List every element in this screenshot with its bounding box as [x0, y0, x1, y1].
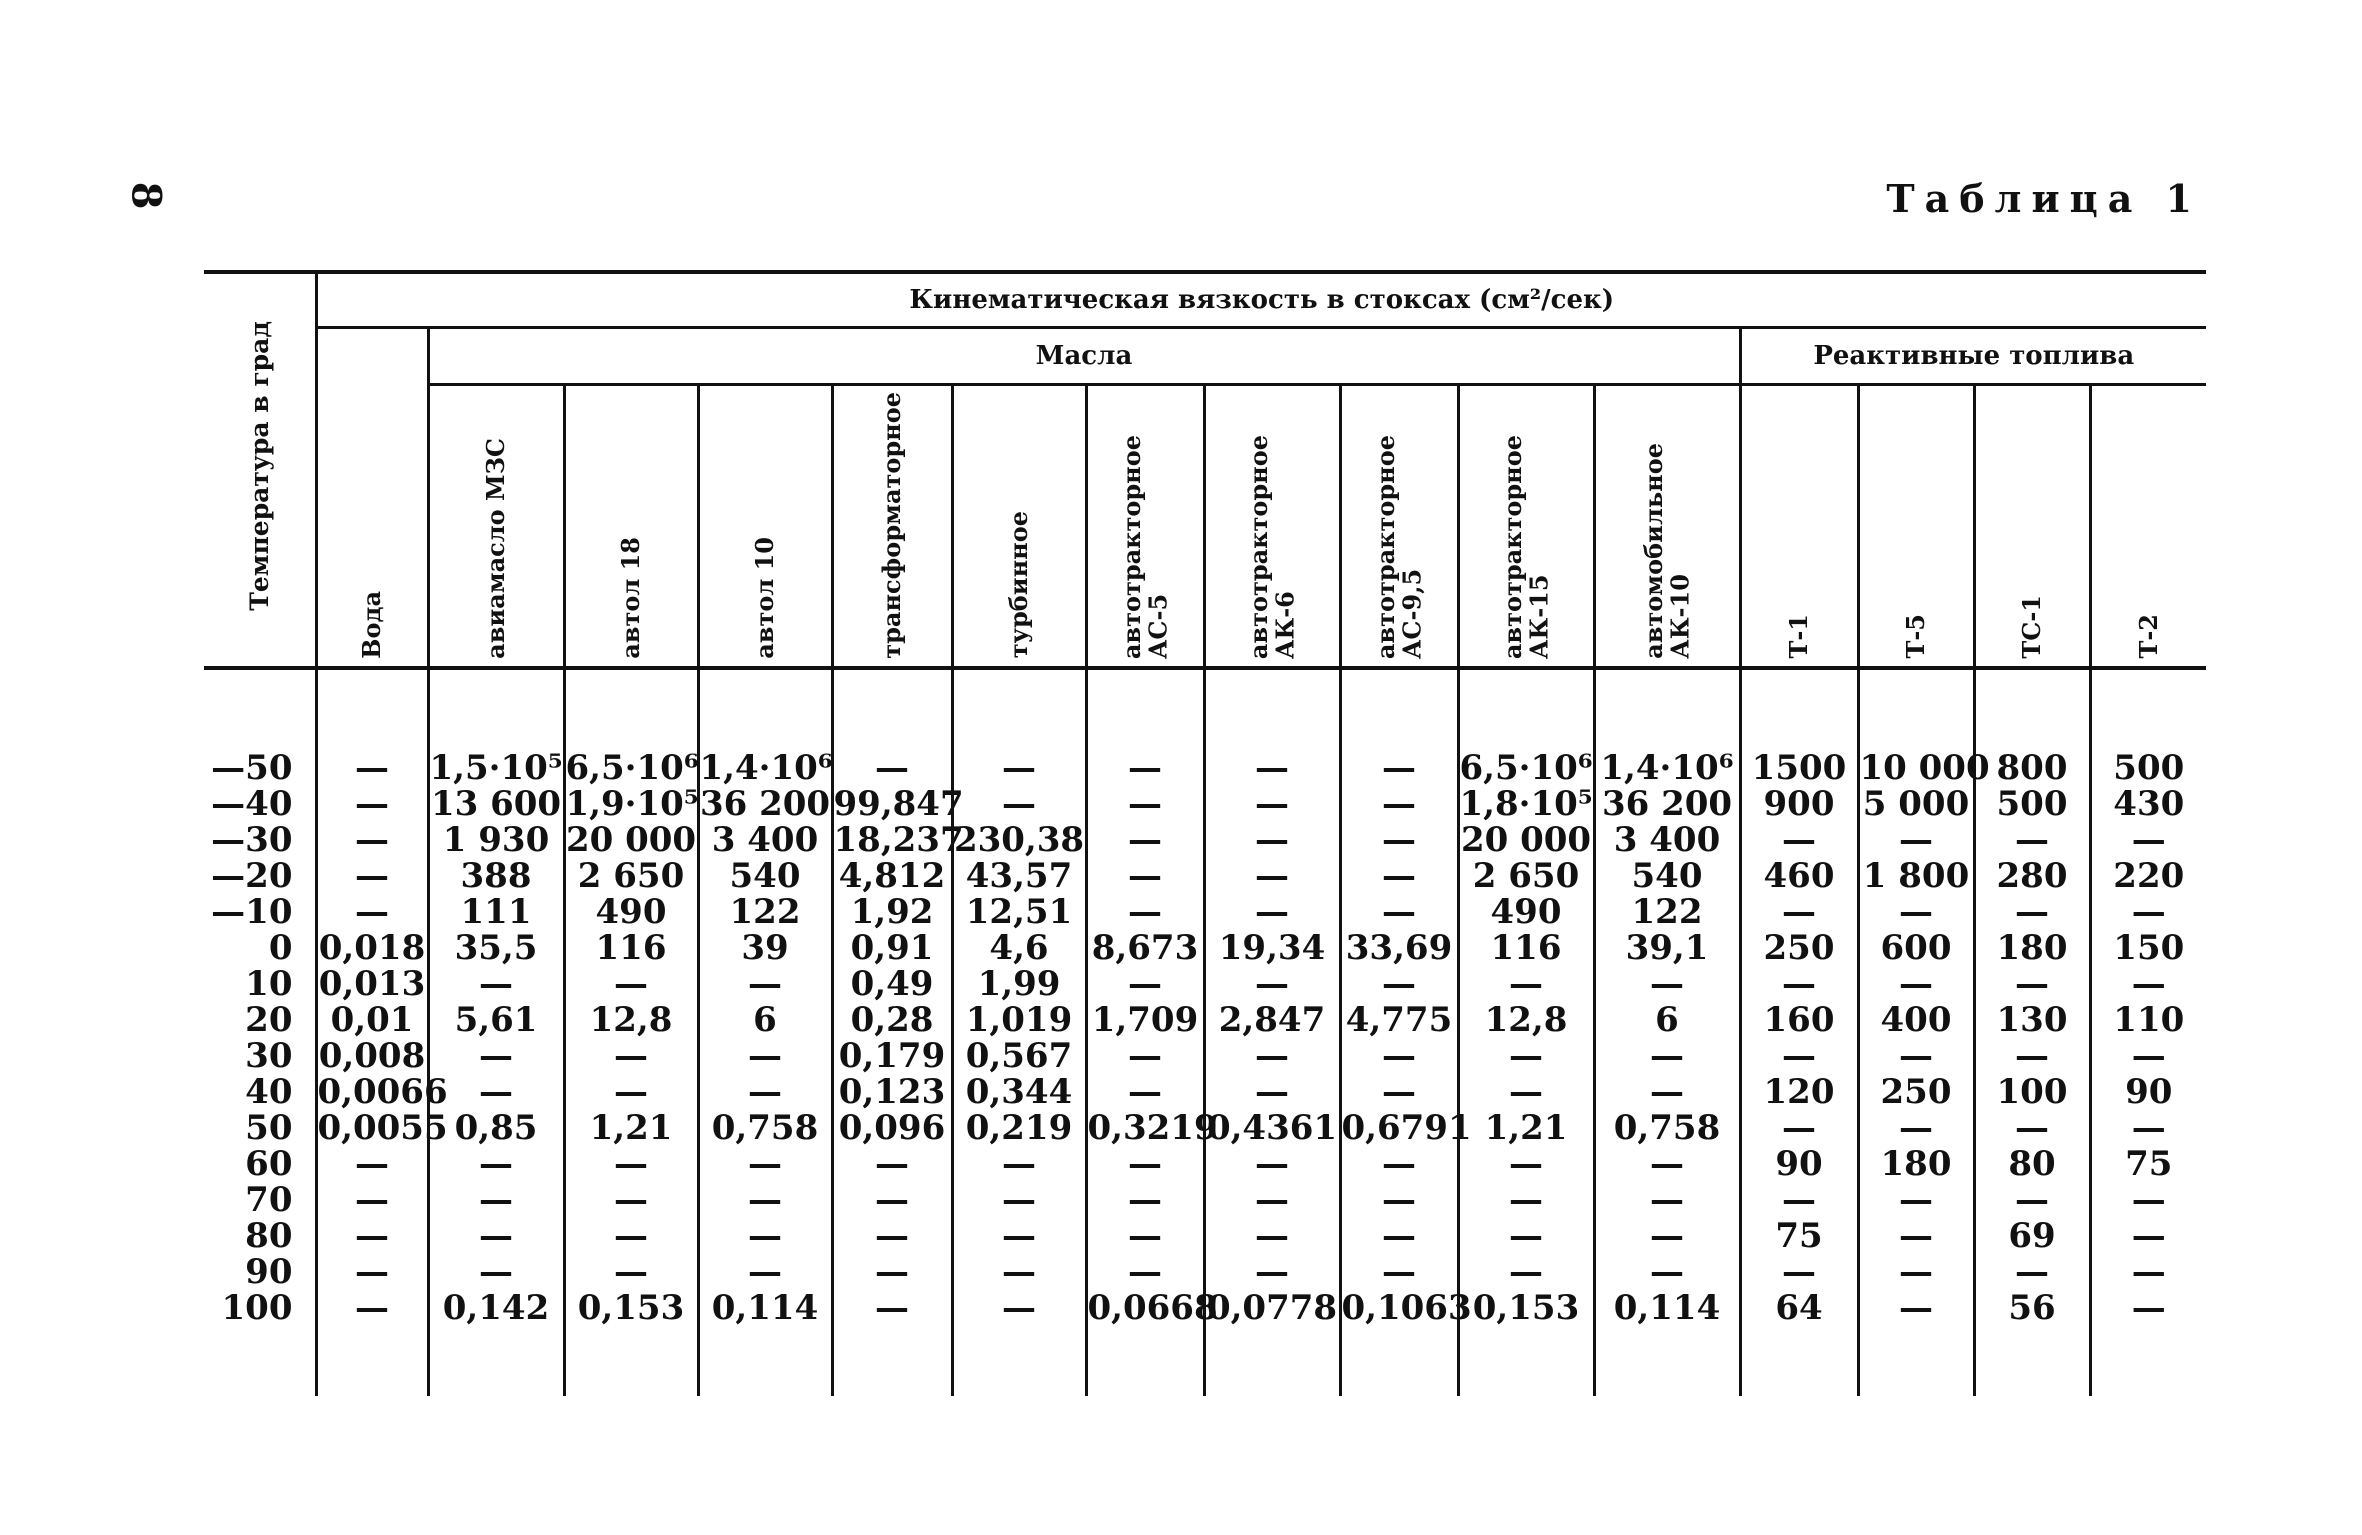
viscosity-cell: — — [316, 1218, 428, 1254]
viscosity-cell: — — [1594, 1182, 1740, 1218]
viscosity-cell: — — [1858, 1290, 1974, 1326]
viscosity-cell: 39 — [698, 930, 832, 966]
viscosity-cell: — — [698, 1038, 832, 1074]
viscosity-cell: — — [832, 1290, 952, 1326]
column-header: Т-5 — [1858, 385, 1974, 668]
viscosity-cell: 800 — [1974, 750, 2090, 786]
table-row — [204, 1254, 2206, 1290]
viscosity-cell: 0,018 — [316, 930, 428, 966]
viscosity-cell: — — [316, 786, 428, 822]
page-number: 8 — [122, 181, 170, 210]
viscosity-cell: 130 — [1974, 1002, 2090, 1038]
viscosity-cell: 0,1063 — [1341, 1287, 1472, 1328]
viscosity-cell: 75 — [2090, 1146, 2206, 1182]
viscosity-cell: — — [428, 1038, 564, 1074]
table-row — [204, 894, 2206, 930]
viscosity-cell: — — [1340, 858, 1458, 894]
viscosity-cell: — — [1974, 1254, 2090, 1290]
viscosity-cell: — — [1740, 822, 1858, 858]
viscosity-cell: — — [952, 1146, 1086, 1182]
temperature-cell: 40 — [245, 1071, 293, 1112]
viscosity-cell: — — [952, 1290, 1086, 1326]
viscosity-cell: — — [2090, 822, 2206, 858]
viscosity-cell: 900 — [1740, 786, 1858, 822]
viscosity-table — [204, 270, 2206, 1396]
viscosity-cell: 500 — [2090, 750, 2206, 786]
temperature-cell: —50 — [211, 747, 293, 788]
table-row — [204, 1002, 2206, 1038]
viscosity-cell: 0,153 — [1458, 1290, 1594, 1326]
viscosity-cell: 230,38 — [953, 819, 1085, 860]
viscosity-header: Кинематическая вязкость в стоксах (см²/сек) — [316, 272, 2206, 328]
viscosity-cell: 0,3219 — [1087, 1107, 1218, 1148]
viscosity-cell: 0,008 — [316, 1038, 428, 1074]
viscosity-cell: 4,775 — [1340, 1002, 1458, 1038]
viscosity-cell: — — [952, 1254, 1086, 1290]
temperature-cell: 100 — [221, 1287, 293, 1328]
viscosity-cell: — — [1740, 1038, 1858, 1074]
table-body — [204, 668, 2206, 1396]
viscosity-cell: 180 — [1858, 1146, 1974, 1182]
viscosity-cell: 0,123 — [832, 1074, 952, 1110]
spacer-row — [204, 1326, 2206, 1396]
viscosity-cell: — — [1204, 1254, 1340, 1290]
viscosity-cell: — — [1458, 966, 1594, 1002]
temperature-cell: —10 — [211, 891, 293, 932]
viscosity-cell: 1,21 — [564, 1110, 698, 1146]
viscosity-cell: 33,69 — [1340, 930, 1458, 966]
viscosity-cell: — — [2090, 966, 2206, 1002]
viscosity-cell: — — [1858, 1254, 1974, 1290]
viscosity-cell: 90 — [1740, 1146, 1858, 1182]
viscosity-cell: — — [1204, 858, 1340, 894]
viscosity-cell: 90 — [2090, 1074, 2206, 1110]
temperature-cell: 0 — [268, 927, 293, 968]
viscosity-cell: 120 — [1740, 1074, 1858, 1110]
temperature-cell: —20 — [211, 855, 293, 896]
viscosity-cell: — — [316, 1254, 428, 1290]
temperature-header: Температура в град — [204, 272, 316, 668]
column-header: Т-2 — [2090, 385, 2206, 668]
viscosity-cell: 0,179 — [832, 1038, 952, 1074]
viscosity-cell: — — [564, 1182, 698, 1218]
viscosity-cell: — — [952, 786, 1086, 822]
viscosity-cell: 0,01 — [316, 1002, 428, 1038]
viscosity-cell: 430 — [2090, 786, 2206, 822]
viscosity-cell: 0,219 — [952, 1110, 1086, 1146]
temperature-cell: 50 — [245, 1107, 293, 1148]
viscosity-cell: — — [1086, 966, 1204, 1002]
viscosity-cell: — — [316, 1182, 428, 1218]
viscosity-cell: — — [564, 1254, 698, 1290]
viscosity-cell: — — [1740, 1254, 1858, 1290]
viscosity-cell: — — [428, 1146, 564, 1182]
viscosity-cell: — — [1204, 1038, 1340, 1074]
viscosity-cell: 1 800 — [1858, 858, 1974, 894]
viscosity-cell: — — [1204, 894, 1340, 930]
viscosity-cell: 1,019 — [952, 1002, 1086, 1038]
viscosity-cell: — — [2090, 1110, 2206, 1146]
viscosity-cell: — — [1740, 966, 1858, 1002]
viscosity-cell: 0,758 — [698, 1110, 832, 1146]
viscosity-cell: — — [1086, 822, 1204, 858]
viscosity-cell: 0,096 — [832, 1110, 952, 1146]
viscosity-cell: 43,57 — [952, 858, 1086, 894]
temperature-cell: 90 — [245, 1251, 293, 1292]
table-row — [204, 930, 2206, 966]
column-header: турбинное — [952, 385, 1086, 668]
viscosity-cell: 1,5·10⁵ — [429, 747, 563, 788]
viscosity-cell: 18,237 — [833, 819, 964, 860]
viscosity-cell: 160 — [1740, 1002, 1858, 1038]
viscosity-cell: — — [1086, 1182, 1204, 1218]
viscosity-cell: — — [1594, 1146, 1740, 1182]
viscosity-cell: — — [1340, 786, 1458, 822]
viscosity-cell: — — [1458, 1182, 1594, 1218]
viscosity-cell: — — [2090, 894, 2206, 930]
viscosity-cell: 1,99 — [952, 966, 1086, 1002]
viscosity-cell: 19,34 — [1204, 930, 1340, 966]
viscosity-cell: — — [698, 1182, 832, 1218]
viscosity-cell: 6,5·10⁶ — [1459, 747, 1593, 788]
viscosity-cell: 111 — [428, 894, 564, 930]
viscosity-cell: 10 000 — [1859, 747, 1990, 788]
viscosity-cell: 460 — [1740, 858, 1858, 894]
viscosity-cell: — — [698, 1218, 832, 1254]
viscosity-cell: — — [1086, 750, 1204, 786]
viscosity-cell: — — [1204, 1182, 1340, 1218]
temperature-cell: —40 — [211, 783, 293, 824]
viscosity-cell: — — [1086, 786, 1204, 822]
viscosity-cell: — — [1340, 1218, 1458, 1254]
viscosity-cell: — — [832, 1218, 952, 1254]
viscosity-cell: 1,9·10⁵ — [565, 783, 699, 824]
viscosity-cell: — — [1740, 894, 1858, 930]
viscosity-cell: — — [832, 1254, 952, 1290]
viscosity-cell: 75 — [1740, 1218, 1858, 1254]
table-row — [204, 1146, 2206, 1182]
viscosity-cell: 1,8·10⁵ — [1459, 783, 1593, 824]
viscosity-cell: — — [1086, 1038, 1204, 1074]
viscosity-cell: 12,8 — [564, 1002, 698, 1038]
viscosity-cell: 0,91 — [832, 930, 952, 966]
viscosity-cell: 12,8 — [1458, 1002, 1594, 1038]
viscosity-cell: — — [1340, 1146, 1458, 1182]
viscosity-cell: 20 000 — [1458, 822, 1594, 858]
viscosity-cell: — — [2090, 1254, 2206, 1290]
viscosity-cell: — — [316, 1146, 428, 1182]
viscosity-cell: 3 400 — [1594, 822, 1740, 858]
viscosity-cell: — — [832, 750, 952, 786]
viscosity-cell: — — [1086, 1254, 1204, 1290]
viscosity-cell: 6 — [698, 1002, 832, 1038]
viscosity-cell: — — [1594, 1218, 1740, 1254]
viscosity-cell: — — [1740, 1110, 1858, 1146]
viscosity-cell: — — [1594, 1254, 1740, 1290]
viscosity-cell: — — [1340, 1254, 1458, 1290]
column-header: автол 18 — [564, 385, 698, 668]
viscosity-cell: 150 — [2090, 930, 2206, 966]
viscosity-cell: — — [698, 1074, 832, 1110]
table-row — [204, 1290, 2206, 1326]
table-row — [204, 1074, 2206, 1110]
viscosity-cell: — — [564, 1146, 698, 1182]
viscosity-cell: — — [428, 1218, 564, 1254]
viscosity-cell: — — [698, 1146, 832, 1182]
viscosity-cell: 540 — [1594, 858, 1740, 894]
table-caption: Таблица 1 — [1886, 176, 2202, 221]
viscosity-cell: — — [564, 1074, 698, 1110]
viscosity-cell: — — [698, 1254, 832, 1290]
viscosity-cell: — — [1204, 1146, 1340, 1182]
temperature-cell: 20 — [245, 999, 293, 1040]
viscosity-cell: — — [1594, 966, 1740, 1002]
viscosity-cell: — — [952, 1182, 1086, 1218]
viscosity-cell: — — [1458, 1038, 1594, 1074]
viscosity-cell: 0,6791 — [1341, 1107, 1472, 1148]
viscosity-cell: — — [316, 750, 428, 786]
viscosity-cell: 39,1 — [1594, 930, 1740, 966]
viscosity-cell: — — [1086, 1146, 1204, 1182]
viscosity-cell: — — [1458, 1218, 1594, 1254]
viscosity-cell: — — [1974, 966, 2090, 1002]
viscosity-cell: — — [1740, 1182, 1858, 1218]
column-header: автотракторное АС-9,5 — [1340, 385, 1458, 668]
viscosity-cell: 1500 — [1740, 750, 1858, 786]
viscosity-cell: 5,61 — [428, 1002, 564, 1038]
viscosity-cell: — — [1340, 822, 1458, 858]
viscosity-cell: — — [832, 1182, 952, 1218]
viscosity-cell: — — [1858, 822, 1974, 858]
viscosity-cell: 0,4361 — [1204, 1110, 1340, 1146]
viscosity-cell: 20 000 — [565, 819, 697, 860]
viscosity-cell: — — [1458, 1146, 1594, 1182]
viscosity-cell: — — [832, 1146, 952, 1182]
column-header: автотракторное АС-5 — [1086, 385, 1204, 668]
viscosity-cell: 400 — [1858, 1002, 1974, 1038]
viscosity-cell: — — [428, 1074, 564, 1110]
viscosity-cell: 0,567 — [952, 1038, 1086, 1074]
viscosity-cell: 0,142 — [428, 1290, 564, 1326]
viscosity-cell: 0,013 — [316, 966, 428, 1002]
viscosity-cell: — — [1204, 966, 1340, 1002]
viscosity-cell: — — [1458, 1074, 1594, 1110]
viscosity-cell: — — [1340, 894, 1458, 930]
viscosity-cell: 99,847 — [833, 783, 964, 824]
viscosity-cell: 0,114 — [698, 1290, 832, 1326]
column-header: трансформаторное — [832, 385, 952, 668]
viscosity-cell: 180 — [1974, 930, 2090, 966]
table-row — [204, 1218, 2206, 1254]
viscosity-cell: 1,4·10⁶ — [699, 747, 833, 788]
viscosity-cell: — — [2090, 1038, 2206, 1074]
viscosity-cell: — — [1086, 1074, 1204, 1110]
viscosity-cell: — — [316, 894, 428, 930]
viscosity-cell: — — [1974, 1038, 2090, 1074]
viscosity-cell: — — [1974, 822, 2090, 858]
viscosity-cell: — — [1858, 966, 1974, 1002]
viscosity-cell: — — [2090, 1218, 2206, 1254]
viscosity-cell: — — [2090, 1182, 2206, 1218]
table-row — [204, 750, 2206, 786]
table-row — [204, 1110, 2206, 1146]
viscosity-cell: 116 — [1458, 930, 1594, 966]
viscosity-cell: 1,4·10⁶ — [1594, 750, 1740, 786]
fuels-group-header: Реактивные топлива — [1740, 328, 2206, 385]
viscosity-cell: 4,812 — [832, 858, 952, 894]
viscosity-cell: 490 — [564, 894, 698, 930]
temperature-cell: 30 — [245, 1035, 293, 1076]
viscosity-cell: 540 — [698, 858, 832, 894]
viscosity-cell: 0,758 — [1594, 1110, 1740, 1146]
temperature-cell: 60 — [245, 1143, 293, 1184]
viscosity-cell: — — [428, 1182, 564, 1218]
column-header: автол 10 — [698, 385, 832, 668]
viscosity-cell: 35,5 — [428, 930, 564, 966]
viscosity-cell: — — [1974, 894, 2090, 930]
viscosity-cell: — — [1858, 1218, 1974, 1254]
viscosity-cell: — — [428, 966, 564, 1002]
viscosity-cell: — — [1086, 894, 1204, 930]
viscosity-cell: — — [1340, 1182, 1458, 1218]
viscosity-cell: — — [1204, 1218, 1340, 1254]
viscosity-cell: 1,92 — [832, 894, 952, 930]
viscosity-cell: — — [1340, 966, 1458, 1002]
viscosity-cell: 0,28 — [832, 1002, 952, 1038]
viscosity-cell: 0,0066 — [317, 1071, 448, 1112]
column-header: автомобильное АК-10 — [1594, 385, 1740, 668]
spacer-row — [204, 668, 2206, 750]
viscosity-cell: — — [1594, 1038, 1740, 1074]
viscosity-cell: — — [1974, 1110, 2090, 1146]
viscosity-cell: 6 — [1594, 1002, 1740, 1038]
viscosity-cell: 100 — [1974, 1074, 2090, 1110]
viscosity-cell: — — [1458, 1254, 1594, 1290]
viscosity-cell: 0,0778 — [1204, 1290, 1340, 1326]
viscosity-cell: — — [1204, 822, 1340, 858]
viscosity-cell: — — [952, 750, 1086, 786]
viscosity-cell: 122 — [1594, 894, 1740, 930]
viscosity-cell: — — [1204, 750, 1340, 786]
viscosity-cell: 220 — [2090, 858, 2206, 894]
viscosity-cell: — — [316, 1290, 428, 1326]
column-header: автотракторное АК-6 — [1204, 385, 1340, 668]
viscosity-cell: 36 200 — [699, 783, 831, 824]
viscosity-cell: 2,847 — [1204, 1002, 1340, 1038]
viscosity-cell: 1 930 — [428, 822, 564, 858]
viscosity-cell: 0,114 — [1594, 1290, 1740, 1326]
viscosity-cell: 4,6 — [952, 930, 1086, 966]
viscosity-cell: 250 — [1740, 930, 1858, 966]
viscosity-cell: 500 — [1974, 786, 2090, 822]
viscosity-cell: — — [1858, 1110, 1974, 1146]
viscosity-cell: 2 650 — [1458, 858, 1594, 894]
viscosity-cell: 600 — [1858, 930, 1974, 966]
column-header: Т-1 — [1740, 385, 1858, 668]
viscosity-cell: — — [316, 822, 428, 858]
viscosity-cell: — — [564, 966, 698, 1002]
viscosity-cell: — — [1086, 858, 1204, 894]
column-header: автотракторное АК-15 — [1458, 385, 1594, 668]
viscosity-cell: — — [698, 966, 832, 1002]
table-row — [204, 1182, 2206, 1218]
viscosity-cell: 0,0055 — [317, 1107, 448, 1148]
viscosity-cell: 12,51 — [952, 894, 1086, 930]
viscosity-cell: — — [1340, 1074, 1458, 1110]
viscosity-cell: — — [1340, 750, 1458, 786]
temperature-cell: 80 — [245, 1215, 293, 1256]
viscosity-cell: 6,5·10⁶ — [565, 747, 699, 788]
viscosity-cell: 8,673 — [1086, 930, 1204, 966]
viscosity-cell: 69 — [1974, 1218, 2090, 1254]
viscosity-cell: — — [1340, 1038, 1458, 1074]
temperature-cell: 70 — [245, 1179, 293, 1220]
viscosity-cell: — — [1974, 1182, 2090, 1218]
viscosity-cell: — — [952, 1218, 1086, 1254]
viscosity-cell: 1,21 — [1458, 1110, 1594, 1146]
table-row — [204, 966, 2206, 1002]
table-row — [204, 822, 2206, 858]
viscosity-cell: 0,49 — [832, 966, 952, 1002]
viscosity-cell: 490 — [1458, 894, 1594, 930]
viscosity-cell: 116 — [564, 930, 698, 966]
viscosity-cell: 250 — [1858, 1074, 1974, 1110]
temperature-cell: 10 — [245, 963, 293, 1004]
column-header: ТС-1 — [1974, 385, 2090, 668]
viscosity-cell: 64 — [1740, 1290, 1858, 1326]
viscosity-cell: 0,0668 — [1087, 1287, 1218, 1328]
temperature-cell: —30 — [211, 819, 293, 860]
viscosity-cell: 5 000 — [1858, 786, 1974, 822]
viscosity-cell: — — [316, 858, 428, 894]
viscosity-cell: 388 — [428, 858, 564, 894]
viscosity-cell: 80 — [1974, 1146, 2090, 1182]
viscosity-cell: — — [1858, 1038, 1974, 1074]
viscosity-cell: — — [1858, 1182, 1974, 1218]
viscosity-cell: 280 — [1974, 858, 2090, 894]
viscosity-cell: 2 650 — [564, 858, 698, 894]
viscosity-cell: — — [1594, 1074, 1740, 1110]
viscosity-cell: — — [1204, 1074, 1340, 1110]
column-header: авиамасло МЗС — [428, 385, 564, 668]
column-header: Вода — [316, 328, 428, 668]
viscosity-cell: 110 — [2090, 1002, 2206, 1038]
oils-group-header: Масла — [428, 328, 1740, 385]
viscosity-cell: — — [564, 1218, 698, 1254]
table-row — [204, 786, 2206, 822]
viscosity-cell: 13 600 — [428, 786, 564, 822]
viscosity-cell: — — [564, 1038, 698, 1074]
viscosity-cell: — — [1086, 1218, 1204, 1254]
viscosity-cell: — — [1858, 894, 1974, 930]
table-row — [204, 858, 2206, 894]
viscosity-cell: — — [428, 1254, 564, 1290]
viscosity-cell: 0,85 — [428, 1110, 564, 1146]
viscosity-cell: 56 — [1974, 1290, 2090, 1326]
viscosity-cell: 1,709 — [1086, 1002, 1204, 1038]
viscosity-cell: 36 200 — [1594, 786, 1740, 822]
table-row — [204, 1038, 2206, 1074]
viscosity-cell: 3 400 — [698, 822, 832, 858]
viscosity-cell: 0,153 — [564, 1290, 698, 1326]
viscosity-cell: — — [2090, 1290, 2206, 1326]
viscosity-cell: 122 — [698, 894, 832, 930]
viscosity-cell: 0,344 — [952, 1074, 1086, 1110]
viscosity-cell: — — [1204, 786, 1340, 822]
